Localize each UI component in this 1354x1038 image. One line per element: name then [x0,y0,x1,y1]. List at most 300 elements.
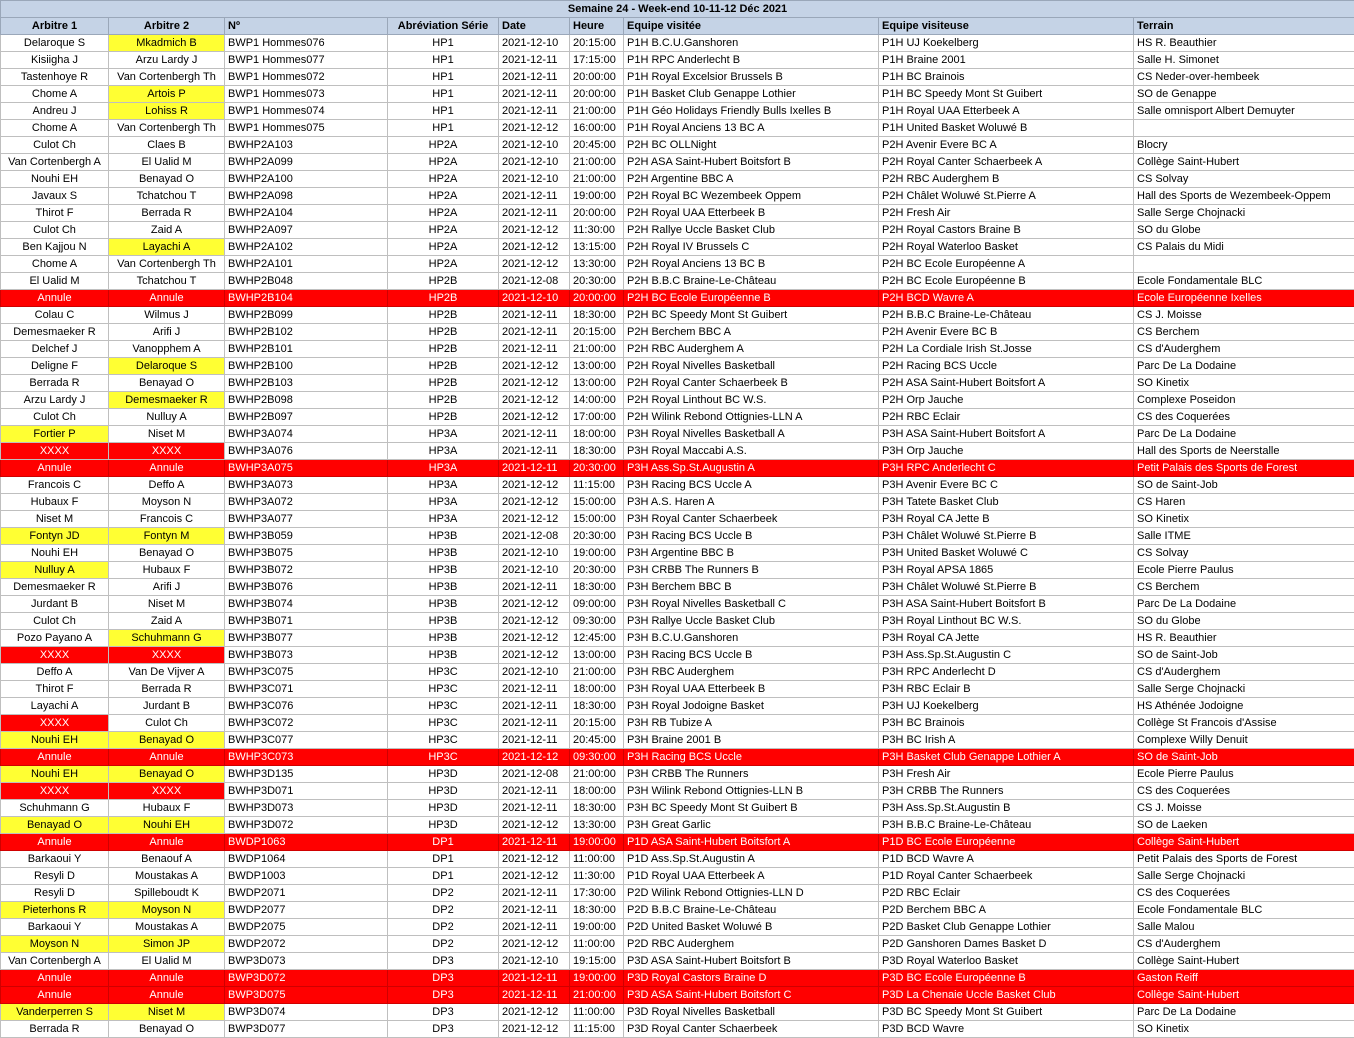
match-number-cell[interactable]: BWHP3B072 [225,562,388,579]
arbitre-1-cell[interactable]: Barkaoui Y [1,919,109,936]
serie-cell[interactable]: HP2B [388,375,499,392]
date-cell[interactable]: 2021-12-11 [499,902,570,919]
time-cell[interactable]: 11:30:00 [570,222,624,239]
time-cell[interactable]: 11:15:00 [570,477,624,494]
arbitre-1-cell[interactable]: Annule [1,834,109,851]
serie-cell[interactable]: DP2 [388,936,499,953]
home-team-cell[interactable]: P3H B.C.U.Ganshoren [624,630,879,647]
serie-cell[interactable]: HP3A [388,494,499,511]
header-arbitre-1[interactable]: Arbitre 1 [1,18,109,35]
venue-cell[interactable]: CS d'Auderghem [1134,936,1354,953]
home-team-cell[interactable]: P3H Racing BCS Uccle B [624,528,879,545]
match-number-cell[interactable]: BWHP2A100 [225,171,388,188]
serie-cell[interactable]: DP3 [388,987,499,1004]
venue-cell[interactable] [1134,256,1354,273]
arbitre-1-cell[interactable]: Van Cortenbergh A [1,953,109,970]
serie-cell[interactable]: HP3A [388,511,499,528]
time-cell[interactable]: 18:00:00 [570,681,624,698]
date-cell[interactable]: 2021-12-11 [499,732,570,749]
away-team-cell[interactable]: P3H Fresh Air [879,766,1134,783]
serie-cell[interactable]: HP3C [388,732,499,749]
serie-cell[interactable]: DP2 [388,885,499,902]
serie-cell[interactable]: HP2B [388,358,499,375]
arbitre-1-cell[interactable]: Berrada R [1,1021,109,1038]
header-arbitre-2[interactable]: Arbitre 2 [109,18,225,35]
away-team-cell[interactable]: P1H BC Brainois [879,69,1134,86]
home-team-cell[interactable]: P2H BC Ecole Européenne B [624,290,879,307]
venue-cell[interactable]: SO Kinetix [1134,375,1354,392]
away-team-cell[interactable]: P3H Royal Linthout BC W.S. [879,613,1134,630]
away-team-cell[interactable]: P3H RPC Anderlecht C [879,460,1134,477]
time-cell[interactable]: 20:15:00 [570,35,624,52]
date-cell[interactable]: 2021-12-12 [499,647,570,664]
time-cell[interactable]: 20:30:00 [570,562,624,579]
away-team-cell[interactable]: P3H United Basket Woluwé C [879,545,1134,562]
arbitre-1-cell[interactable]: Van Cortenbergh A [1,154,109,171]
serie-cell[interactable]: HP2B [388,307,499,324]
date-cell[interactable]: 2021-12-10 [499,290,570,307]
home-team-cell[interactable]: P2H Royal Canter Schaerbeek B [624,375,879,392]
match-number-cell[interactable]: BWHP3B077 [225,630,388,647]
home-team-cell[interactable]: P3H Argentine BBC B [624,545,879,562]
home-team-cell[interactable]: P2H Argentine BBC A [624,171,879,188]
arbitre-2-cell[interactable]: Niset M [109,1004,225,1021]
serie-cell[interactable]: HP2B [388,290,499,307]
match-number-cell[interactable]: BWP3D073 [225,953,388,970]
match-number-cell[interactable]: BWDP2077 [225,902,388,919]
arbitre-1-cell[interactable]: Niset M [1,511,109,528]
match-number-cell[interactable]: BWHP3C076 [225,698,388,715]
away-team-cell[interactable]: P2H BC Ecole Européenne B [879,273,1134,290]
arbitre-1-cell[interactable]: Berrada R [1,375,109,392]
time-cell[interactable]: 21:00:00 [570,103,624,120]
date-cell[interactable]: 2021-12-12 [499,375,570,392]
date-cell[interactable]: 2021-12-11 [499,205,570,222]
arbitre-2-cell[interactable]: Vanopphem A [109,341,225,358]
serie-cell[interactable]: HP3C [388,681,499,698]
away-team-cell[interactable]: P3H Ass.Sp.St.Augustin C [879,647,1134,664]
home-team-cell[interactable]: P1H B.C.U.Ganshoren [624,35,879,52]
home-team-cell[interactable]: P3H Royal UAA Etterbeek B [624,681,879,698]
time-cell[interactable]: 19:00:00 [570,188,624,205]
date-cell[interactable]: 2021-12-12 [499,868,570,885]
venue-cell[interactable]: Collège Saint-Hubert [1134,154,1354,171]
time-cell[interactable]: 18:30:00 [570,902,624,919]
serie-cell[interactable]: HP3B [388,596,499,613]
serie-cell[interactable]: HP3A [388,426,499,443]
date-cell[interactable]: 2021-12-11 [499,579,570,596]
venue-cell[interactable]: Complexe Poseidon [1134,392,1354,409]
match-number-cell[interactable]: BWP1 Hommes075 [225,120,388,137]
away-team-cell[interactable]: P1D Royal Canter Schaerbeek [879,868,1134,885]
arbitre-2-cell[interactable]: Benayad O [109,375,225,392]
home-team-cell[interactable]: P3H Racing BCS Uccle A [624,477,879,494]
arbitre-2-cell[interactable]: XXXX [109,443,225,460]
arbitre-2-cell[interactable]: Niset M [109,426,225,443]
home-team-cell[interactable]: P2H Royal UAA Etterbeek B [624,205,879,222]
arbitre-1-cell[interactable]: Annule [1,749,109,766]
home-team-cell[interactable]: P2H Wilink Rebond Ottignies-LLN A [624,409,879,426]
serie-cell[interactable]: HP3C [388,664,499,681]
venue-cell[interactable]: Salle Serge Chojnacki [1134,205,1354,222]
match-number-cell[interactable]: BWHP2B104 [225,290,388,307]
venue-cell[interactable]: Ecole Européenne Ixelles [1134,290,1354,307]
date-cell[interactable]: 2021-12-12 [499,392,570,409]
time-cell[interactable]: 13:15:00 [570,239,624,256]
time-cell[interactable]: 13:30:00 [570,256,624,273]
venue-cell[interactable]: CS Solvay [1134,545,1354,562]
arbitre-2-cell[interactable]: Van Cortenbergh Th [109,256,225,273]
time-cell[interactable]: 13:00:00 [570,375,624,392]
match-number-cell[interactable]: BWHP2B102 [225,324,388,341]
venue-cell[interactable]: Ecole Pierre Paulus [1134,562,1354,579]
home-team-cell[interactable]: P2H Royal Nivelles Basketball [624,358,879,375]
serie-cell[interactable]: HP1 [388,86,499,103]
home-team-cell[interactable]: P2D RBC Auderghem [624,936,879,953]
home-team-cell[interactable]: P1D Ass.Sp.St.Augustin A [624,851,879,868]
arbitre-1-cell[interactable]: Delchef J [1,341,109,358]
away-team-cell[interactable]: P3H Orp Jauche [879,443,1134,460]
arbitre-1-cell[interactable]: Annule [1,970,109,987]
time-cell[interactable]: 11:30:00 [570,868,624,885]
date-cell[interactable]: 2021-12-12 [499,936,570,953]
serie-cell[interactable]: HP2B [388,409,499,426]
venue-cell[interactable]: Parc De La Dodaine [1134,358,1354,375]
date-cell[interactable]: 2021-12-11 [499,970,570,987]
arbitre-2-cell[interactable]: Nulluy A [109,409,225,426]
serie-cell[interactable]: HP3D [388,817,499,834]
arbitre-2-cell[interactable]: Moyson N [109,902,225,919]
venue-cell[interactable]: Salle omnisport Albert Demuyter [1134,103,1354,120]
away-team-cell[interactable]: P3D BC Ecole Européenne B [879,970,1134,987]
arbitre-1-cell[interactable]: Annule [1,987,109,1004]
date-cell[interactable]: 2021-12-10 [499,664,570,681]
venue-cell[interactable]: SO Kinetix [1134,1021,1354,1038]
venue-cell[interactable]: Collège Saint-Hubert [1134,987,1354,1004]
home-team-cell[interactable]: P1D ASA Saint-Hubert Boitsfort A [624,834,879,851]
arbitre-1-cell[interactable]: Deffo A [1,664,109,681]
venue-cell[interactable]: Salle Serge Chojnacki [1134,681,1354,698]
away-team-cell[interactable]: P2H B.B.C Braine-Le-Château [879,307,1134,324]
home-team-cell[interactable]: P3H Royal Jodoigne Basket [624,698,879,715]
match-number-cell[interactable]: BWHP3A073 [225,477,388,494]
arbitre-1-cell[interactable]: Fontyn JD [1,528,109,545]
venue-cell[interactable]: CS Haren [1134,494,1354,511]
serie-cell[interactable]: HP2A [388,222,499,239]
serie-cell[interactable]: HP1 [388,52,499,69]
home-team-cell[interactable]: P2H Royal IV Brussels C [624,239,879,256]
away-team-cell[interactable]: P2H ASA Saint-Hubert Boitsfort A [879,375,1134,392]
arbitre-1-cell[interactable]: Culot Ch [1,137,109,154]
away-team-cell[interactable]: P2H Avenir Evere BC A [879,137,1134,154]
match-number-cell[interactable]: BWP1 Hommes073 [225,86,388,103]
match-number-cell[interactable]: BWDP1003 [225,868,388,885]
venue-cell[interactable]: Hall des Sports de Wezembeek-Oppem [1134,188,1354,205]
arbitre-2-cell[interactable]: Moustakas A [109,919,225,936]
time-cell[interactable]: 18:30:00 [570,698,624,715]
arbitre-2-cell[interactable]: Francois C [109,511,225,528]
arbitre-2-cell[interactable]: Fontyn M [109,528,225,545]
serie-cell[interactable]: HP3C [388,715,499,732]
serie-cell[interactable]: DP1 [388,851,499,868]
home-team-cell[interactable]: P3H CRBB The Runners B [624,562,879,579]
arbitre-1-cell[interactable]: Culot Ch [1,222,109,239]
away-team-cell[interactable]: P2H Racing BCS Uccle [879,358,1134,375]
arbitre-1-cell[interactable]: Nulluy A [1,562,109,579]
time-cell[interactable]: 21:00:00 [570,766,624,783]
serie-cell[interactable]: HP1 [388,120,499,137]
home-team-cell[interactable]: P2H BC OLLNight [624,137,879,154]
venue-cell[interactable]: SO de Saint-Job [1134,647,1354,664]
arbitre-1-cell[interactable]: El Ualid M [1,273,109,290]
away-team-cell[interactable]: P3H Basket Club Genappe Lothier A [879,749,1134,766]
away-team-cell[interactable]: P3H B.B.C Braine-Le-Château [879,817,1134,834]
venue-cell[interactable]: HS R. Beauthier [1134,630,1354,647]
time-cell[interactable]: 17:15:00 [570,52,624,69]
arbitre-1-cell[interactable]: XXXX [1,647,109,664]
time-cell[interactable]: 19:00:00 [570,919,624,936]
away-team-cell[interactable]: P3H RPC Anderlecht D [879,664,1134,681]
arbitre-2-cell[interactable]: Spilleboudt K [109,885,225,902]
match-number-cell[interactable]: BWHP2B097 [225,409,388,426]
match-number-cell[interactable]: BWP1 Hommes076 [225,35,388,52]
home-team-cell[interactable]: P2H Royal Anciens 13 BC B [624,256,879,273]
away-team-cell[interactable]: P3H RBC Eclair B [879,681,1134,698]
date-cell[interactable]: 2021-12-11 [499,86,570,103]
arbitre-2-cell[interactable]: Van De Vijver A [109,664,225,681]
arbitre-2-cell[interactable]: Schuhmann G [109,630,225,647]
arbitre-2-cell[interactable]: Simon JP [109,936,225,953]
arbitre-1-cell[interactable]: Benayad O [1,817,109,834]
time-cell[interactable]: 18:30:00 [570,307,624,324]
arbitre-1-cell[interactable]: Chome A [1,256,109,273]
venue-cell[interactable]: Collège St Francois d'Assise [1134,715,1354,732]
match-number-cell[interactable]: BWDP2075 [225,919,388,936]
arbitre-1-cell[interactable]: Deligne F [1,358,109,375]
venue-cell[interactable]: Petit Palais des Sports de Forest [1134,460,1354,477]
home-team-cell[interactable]: P3H CRBB The Runners [624,766,879,783]
match-number-cell[interactable]: BWP3D074 [225,1004,388,1021]
date-cell[interactable]: 2021-12-11 [499,188,570,205]
serie-cell[interactable]: HP2A [388,239,499,256]
match-number-cell[interactable]: BWHP2A099 [225,154,388,171]
time-cell[interactable]: 15:00:00 [570,494,624,511]
date-cell[interactable]: 2021-12-11 [499,69,570,86]
date-cell[interactable]: 2021-12-11 [499,885,570,902]
match-number-cell[interactable]: BWHP3A075 [225,460,388,477]
match-number-cell[interactable]: BWHP3C072 [225,715,388,732]
match-number-cell[interactable]: BWHP3B076 [225,579,388,596]
serie-cell[interactable]: HP2A [388,256,499,273]
date-cell[interactable]: 2021-12-10 [499,545,570,562]
home-team-cell[interactable]: P3H Royal Maccabi A.S. [624,443,879,460]
date-cell[interactable]: 2021-12-08 [499,273,570,290]
serie-cell[interactable]: DP2 [388,902,499,919]
arbitre-1-cell[interactable]: Hubaux F [1,494,109,511]
away-team-cell[interactable]: P2H Royal Castors Braine B [879,222,1134,239]
match-number-cell[interactable]: BWDP1063 [225,834,388,851]
serie-cell[interactable]: HP2A [388,137,499,154]
time-cell[interactable]: 17:00:00 [570,409,624,426]
arbitre-2-cell[interactable]: Artois P [109,86,225,103]
arbitre-2-cell[interactable]: Benayad O [109,766,225,783]
serie-cell[interactable]: HP1 [388,103,499,120]
match-number-cell[interactable]: BWDP2072 [225,936,388,953]
serie-cell[interactable]: HP3B [388,613,499,630]
away-team-cell[interactable]: P1H United Basket Woluwé B [879,120,1134,137]
home-team-cell[interactable]: P3D Royal Nivelles Basketball [624,1004,879,1021]
arbitre-2-cell[interactable]: Annule [109,290,225,307]
home-team-cell[interactable]: P3H RB Tubize A [624,715,879,732]
date-cell[interactable]: 2021-12-12 [499,1021,570,1038]
serie-cell[interactable]: HP3A [388,460,499,477]
serie-cell[interactable]: DP3 [388,953,499,970]
serie-cell[interactable]: HP3D [388,783,499,800]
match-number-cell[interactable]: BWHP3C075 [225,664,388,681]
arbitre-2-cell[interactable]: Benayad O [109,732,225,749]
match-number-cell[interactable]: BWHP2A103 [225,137,388,154]
match-number-cell[interactable]: BWHP3B075 [225,545,388,562]
arbitre-1-cell[interactable]: Moyson N [1,936,109,953]
time-cell[interactable]: 18:00:00 [570,426,624,443]
arbitre-1-cell[interactable]: Schuhmann G [1,800,109,817]
date-cell[interactable]: 2021-12-10 [499,35,570,52]
match-number-cell[interactable]: BWP3D075 [225,987,388,1004]
serie-cell[interactable]: HP1 [388,69,499,86]
away-team-cell[interactable]: P1H Royal UAA Etterbeek A [879,103,1134,120]
date-cell[interactable]: 2021-12-11 [499,460,570,477]
arbitre-1-cell[interactable]: Nouhi EH [1,171,109,188]
serie-cell[interactable]: HP2B [388,341,499,358]
serie-cell[interactable]: HP2A [388,171,499,188]
time-cell[interactable]: 19:15:00 [570,953,624,970]
arbitre-2-cell[interactable]: Claes B [109,137,225,154]
date-cell[interactable]: 2021-12-10 [499,562,570,579]
arbitre-1-cell[interactable]: Thirot F [1,205,109,222]
time-cell[interactable]: 19:00:00 [570,834,624,851]
match-number-cell[interactable]: BWHP2B103 [225,375,388,392]
away-team-cell[interactable]: P2H Royal Waterloo Basket [879,239,1134,256]
venue-cell[interactable]: CS d'Auderghem [1134,664,1354,681]
time-cell[interactable]: 21:00:00 [570,341,624,358]
time-cell[interactable]: 20:45:00 [570,137,624,154]
time-cell[interactable]: 20:00:00 [570,86,624,103]
time-cell[interactable]: 20:30:00 [570,460,624,477]
away-team-cell[interactable]: P3H Ass.Sp.St.Augustin B [879,800,1134,817]
home-team-cell[interactable]: P3H Wilink Rebond Ottignies-LLN B [624,783,879,800]
time-cell[interactable]: 18:30:00 [570,800,624,817]
serie-cell[interactable]: HP3A [388,477,499,494]
serie-cell[interactable]: HP3B [388,562,499,579]
home-team-cell[interactable]: P2H Royal Linthout BC W.S. [624,392,879,409]
arbitre-1-cell[interactable]: Chome A [1,120,109,137]
date-cell[interactable]: 2021-12-12 [499,120,570,137]
time-cell[interactable]: 20:00:00 [570,205,624,222]
venue-cell[interactable]: CS des Coquerées [1134,783,1354,800]
arbitre-2-cell[interactable]: Wilmus J [109,307,225,324]
arbitre-1-cell[interactable]: Nouhi EH [1,545,109,562]
home-team-cell[interactable]: P3H Great Garlic [624,817,879,834]
arbitre-2-cell[interactable]: Arifi J [109,324,225,341]
serie-cell[interactable]: HP2B [388,273,499,290]
arbitre-2-cell[interactable]: Annule [109,970,225,987]
time-cell[interactable]: 11:00:00 [570,1004,624,1021]
time-cell[interactable]: 09:00:00 [570,596,624,613]
arbitre-2-cell[interactable]: El Ualid M [109,953,225,970]
home-team-cell[interactable]: P2H Rallye Uccle Basket Club [624,222,879,239]
venue-cell[interactable] [1134,120,1354,137]
serie-cell[interactable]: DP2 [388,919,499,936]
arbitre-2-cell[interactable]: Moustakas A [109,868,225,885]
date-cell[interactable]: 2021-12-11 [499,834,570,851]
home-team-cell[interactable]: P1H Royal Excelsior Brussels B [624,69,879,86]
arbitre-2-cell[interactable]: Van Cortenbergh Th [109,120,225,137]
home-team-cell[interactable]: P3H RBC Auderghem [624,664,879,681]
away-team-cell[interactable]: P3H Royal CA Jette B [879,511,1134,528]
time-cell[interactable]: 16:00:00 [570,120,624,137]
time-cell[interactable]: 20:30:00 [570,273,624,290]
arbitre-2-cell[interactable]: Annule [109,460,225,477]
date-cell[interactable]: 2021-12-11 [499,800,570,817]
away-team-cell[interactable]: P2D RBC Eclair [879,885,1134,902]
arbitre-2-cell[interactable]: Berrada R [109,205,225,222]
time-cell[interactable]: 18:30:00 [570,579,624,596]
home-team-cell[interactable]: P2H Berchem BBC A [624,324,879,341]
arbitre-1-cell[interactable]: Arzu Lardy J [1,392,109,409]
serie-cell[interactable]: HP3B [388,528,499,545]
match-number-cell[interactable]: BWHP2B048 [225,273,388,290]
serie-cell[interactable]: DP3 [388,970,499,987]
away-team-cell[interactable]: P2H RBC Auderghem B [879,171,1134,188]
arbitre-2-cell[interactable]: Hubaux F [109,800,225,817]
match-number-cell[interactable]: BWHP3D071 [225,783,388,800]
arbitre-2-cell[interactable]: Jurdant B [109,698,225,715]
date-cell[interactable]: 2021-12-11 [499,324,570,341]
date-cell[interactable]: 2021-12-11 [499,681,570,698]
arbitre-2-cell[interactable]: XXXX [109,647,225,664]
away-team-cell[interactable]: P3D Royal Waterloo Basket [879,953,1134,970]
arbitre-1-cell[interactable]: XXXX [1,783,109,800]
match-number-cell[interactable]: BWHP3D135 [225,766,388,783]
serie-cell[interactable]: HP3B [388,545,499,562]
match-number-cell[interactable]: BWHP2B100 [225,358,388,375]
venue-cell[interactable]: Blocry [1134,137,1354,154]
away-team-cell[interactable]: P3D La Chenaie Uccle Basket Club [879,987,1134,1004]
home-team-cell[interactable]: P3H BC Speedy Mont St Guibert B [624,800,879,817]
arbitre-2-cell[interactable]: Hubaux F [109,562,225,579]
home-team-cell[interactable]: P1H RPC Anderlecht B [624,52,879,69]
venue-cell[interactable]: SO de Saint-Job [1134,749,1354,766]
away-team-cell[interactable]: P3H CRBB The Runners [879,783,1134,800]
date-cell[interactable]: 2021-12-11 [499,103,570,120]
away-team-cell[interactable]: P3H Tatete Basket Club [879,494,1134,511]
time-cell[interactable]: 12:45:00 [570,630,624,647]
venue-cell[interactable]: Collège Saint-Hubert [1134,834,1354,851]
arbitre-2-cell[interactable]: Annule [109,987,225,1004]
arbitre-1-cell[interactable]: Resyli D [1,885,109,902]
match-number-cell[interactable]: BWP1 Hommes074 [225,103,388,120]
date-cell[interactable]: 2021-12-11 [499,783,570,800]
arbitre-1-cell[interactable]: XXXX [1,715,109,732]
venue-cell[interactable]: Parc De La Dodaine [1134,426,1354,443]
time-cell[interactable]: 13:00:00 [570,647,624,664]
away-team-cell[interactable]: P3H ASA Saint-Hubert Boitsfort B [879,596,1134,613]
arbitre-2-cell[interactable]: Benayad O [109,1021,225,1038]
date-cell[interactable]: 2021-12-10 [499,171,570,188]
venue-cell[interactable]: SO Kinetix [1134,511,1354,528]
venue-cell[interactable]: HS R. Beauthier [1134,35,1354,52]
away-team-cell[interactable]: P2H La Cordiale Irish St.Josse [879,341,1134,358]
